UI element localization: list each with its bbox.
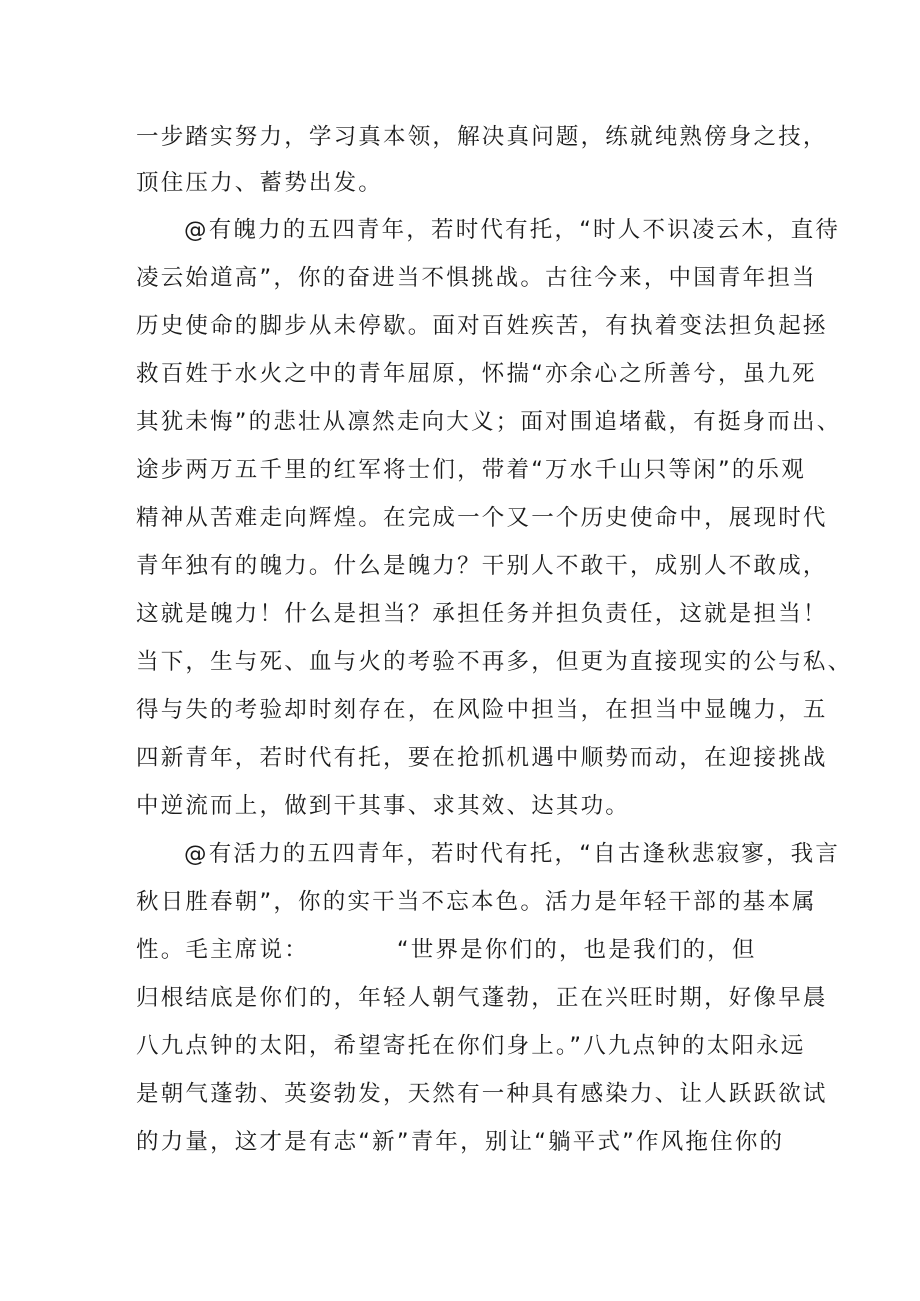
text-line: 当下，生与死、血与火的考验不再多，但更为直接现实的公与私、: [136, 649, 853, 675]
text-line: 中逆流而上，做到干其事、求其效、达其功。: [136, 793, 631, 819]
text-line: 青年独有的魄力。什么是魄力？干别人不敢干，成别人不敢成，: [136, 553, 828, 579]
text-line: 精神从苦难走向辉煌。在完成一个又一个历史使命中，展现时代: [136, 505, 828, 531]
text-line: 是朝气蓬勃、英姿勃发，天然有一种具有感染力、让人跃跃欲试: [136, 1081, 828, 1107]
text-line: 这就是魄力！什么是担当？承担任务并担负责任，这就是担当！: [136, 601, 828, 627]
text-line: 八九点钟的太阳，希望寄托在你们身上。”八九点钟的太阳永远: [136, 1033, 806, 1059]
text-line: 凌云始道高”，你的奋进当不惧挑战。古往今来，中国青年担当: [136, 265, 817, 291]
paragraph-first-line: @有活力的五四青年，若时代有托，“自古逢秋悲寂寥，我言: [184, 841, 841, 867]
text-line: 的力量，这才是有志“新”青年，别让“躺平式”作风拖住你的: [136, 1129, 785, 1155]
text-line: [136, 935, 757, 965]
text-segment: “世界是你们的，也是我们的，但: [396, 937, 757, 963]
paragraph-first-line: @有魄力的五四青年，若时代有托，“时人不识凌云木，直待: [184, 217, 841, 243]
text-line: 救百姓于水火之中的青年屈原，怀揣“亦余心之所善兮，虽九死: [136, 361, 817, 387]
text-segment: 性。毛主席说：: [136, 937, 309, 963]
text-line: 四新青年，若时代有托，要在抢抓机遇中顺势而动，在迎接挑战: [136, 745, 828, 771]
text-line: 一步踏实努力，学习真本领，解决真问题，练就纯熟傍身之技，: [136, 124, 828, 150]
text-line: 历史使命的脚步从未停歇。面对百姓疾苦，有执着变法担负起拯: [136, 313, 828, 339]
text-line: 顶住压力、蓄势出发。: [136, 170, 384, 196]
text-line: 其犹未悔”的悲壮从凛然走向大义；面对围追堵截，有挺身而出、: [136, 409, 842, 435]
text-line: 途步两万五千里的红军将士们，带着“万水千山只等闲”的乐观: [136, 457, 806, 483]
text-line: 得与失的考验却时刻存在，在风险中担当，在担当中显魄力，五: [136, 697, 828, 723]
text-line: 归根结底是你们的，年轻人朝气蓬勃，正在兴旺时期，好像早晨: [136, 985, 828, 1011]
text-line: 秋日胜春朝”，你的实干当不忘本色。活力是年轻干部的基本属: [136, 889, 817, 915]
